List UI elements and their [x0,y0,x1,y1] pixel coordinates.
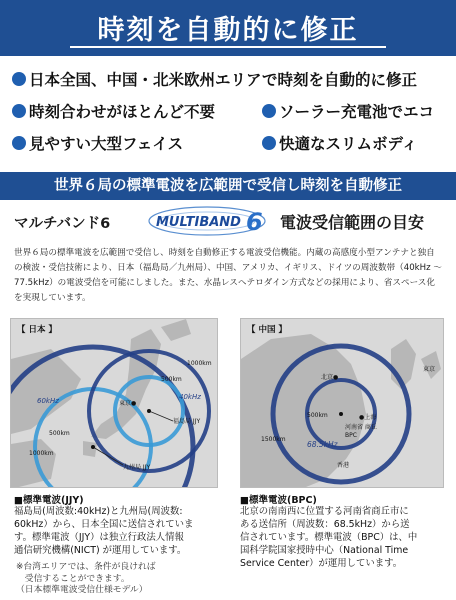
range-label: 500km [49,430,70,437]
taiwan-note [16,562,226,597]
multiband-label: マルチバンド6 [14,216,111,232]
logo-text: MULTIBAND [156,215,241,230]
feature-item [12,100,215,122]
china-reception-map [240,318,444,488]
station-label: 九州局 JJY [123,464,151,471]
info-line: 北京の南南西に位置する河南省商丘市に [240,506,409,517]
feature-text: 時刻合わせがほとんど不要 [29,103,216,121]
feature-text: 快適なスリムボディ [279,135,418,153]
station-label: BPC [345,432,357,439]
city-label: 東京 [423,366,436,373]
bullet-icon [262,136,276,150]
frequency-label: 68.5kHz [307,440,338,449]
note-line: （日本標準電波受信仕様モデル） [16,585,148,595]
title-banner [0,0,456,56]
info-line: Service Center）が運用しています。 [240,558,403,569]
reception-range-heading: 電波受信範囲の目安 [280,213,425,232]
info-line: 国科学院国家授時中心（National Time [240,545,409,556]
note-line: ※台湾エリアでは、条件が良ければ [16,562,156,572]
feature-item [262,100,434,122]
feature-text: 見やすい大型フェイス [29,135,184,153]
info-line: 信されています。標準電波（BPC）は、中 [240,532,418,543]
station-label: 河南省 商丘 [345,424,377,431]
station-label: 福島局 JJY [173,418,201,425]
bpc-info-body [240,505,450,570]
note-line: 受信することができます。 [16,573,130,584]
feature-text: 日本全国、中国・北米欧州エリアで時刻を自動的に修正 [29,71,417,89]
info-line: 60kHz）から、日本全国に送信されていま [14,519,194,530]
frequency-label: 60kHz [37,397,59,405]
feature-item [262,132,417,154]
bullet-icon [12,104,26,118]
description-text: 世界６局の標準電波を広範囲で受信し、時刻を自動修正する電波受信機能。内蔵の高感度小型アンテナと独自の検波・受信技術により、日本（福島局／九州局）、中国、アメリカ、イギリス、ドイツの周波数帯（40kHz ～ 77.5kHz）の電波受信を可能にしました。また、水晶レスヘテロダイン方式などの採用により、省スペース化を実現しています。 [14,248,442,303]
info-line: 福島局(周波数:40kHz)と九州局(周波数: [14,506,183,517]
map-tag: 【 中国 】 [247,325,287,335]
city-label: 香港 [337,462,350,469]
headline-banner: 世界６局の標準電波を広範囲で受信し時刻を自動修正 [0,172,456,200]
jjy-info-body [14,505,236,557]
bullet-icon [12,72,26,86]
range-label: 1000km [187,360,212,367]
range-label: 500km [307,412,328,419]
range-label: 1000km [29,450,54,457]
info-line: ある送信所（周波数：68.5kHz）から送 [240,519,410,530]
info-line: 通信研究機構(NICT) が運用しています。 [14,545,187,556]
japan-reception-map [10,318,218,488]
bullet-icon [12,136,26,150]
map-tag: 【 日本 】 [17,325,57,335]
japan-map-graphic [11,319,218,488]
feature-item [12,132,183,154]
page-title: 時刻を自動的に修正 [97,15,359,46]
china-map-graphic [241,319,444,488]
feature-text: ソーラー充電池でエコ [279,103,435,121]
info-line: す。標準電波（JJY）は独立行政法人情報 [14,532,184,543]
city-label: 北京● [321,374,339,381]
feature-item [12,68,417,90]
city-label: 東京● [119,400,137,407]
frequency-label: 40kHz [179,393,201,401]
city-label: ●上海 [359,414,377,421]
range-label: 1500km [261,436,286,443]
logo-number: 6 [246,208,263,236]
bpc-info-title: ■標準電波(BPC) [240,495,317,506]
title-underline [70,46,386,48]
bullet-icon [262,104,276,118]
range-label: 500km [161,376,182,383]
multiband-logo [142,204,272,238]
jjy-info-title: ■標準電波(JJY) [14,495,84,506]
